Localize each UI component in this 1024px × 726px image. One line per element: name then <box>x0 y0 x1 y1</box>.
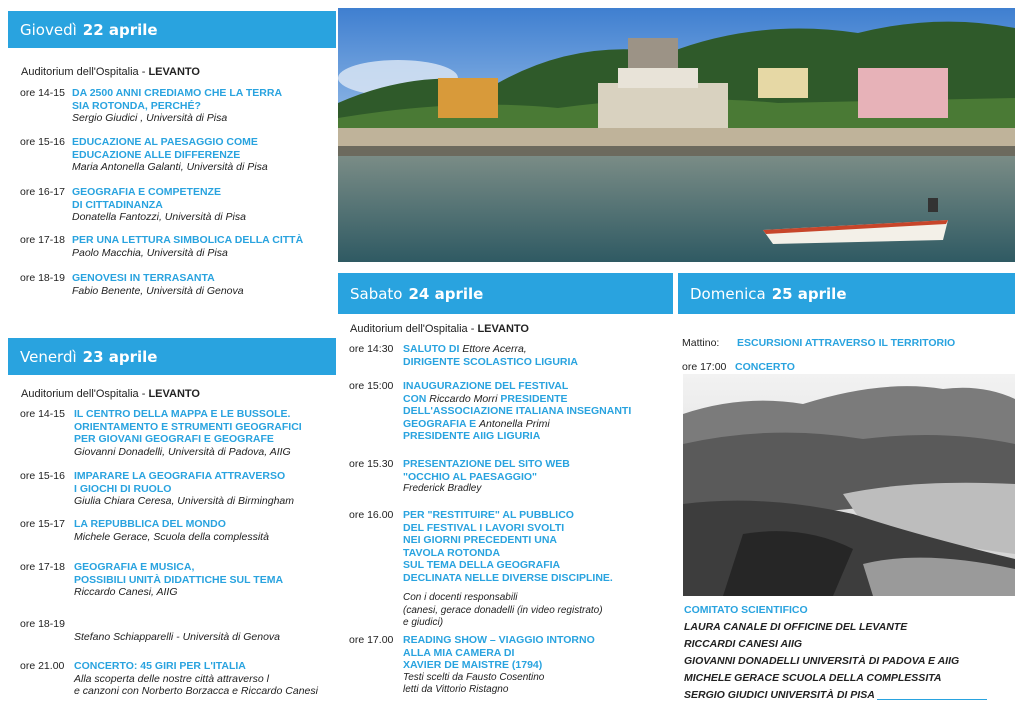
item-body <box>403 458 570 496</box>
time-label: ore 17.00 <box>349 634 394 646</box>
event-title: IL CENTRO DELLA MAPPA E LE BUSSOLE. ORIENTAMENTO E STRUMENTI GEOGRAFICI PER GIOVANI GEOGRAFI E GEOGRAFE <box>74 408 302 445</box>
event-title: CONCERTO <box>735 361 795 373</box>
item-body <box>737 337 955 350</box>
time-label: ore 15-16 <box>20 470 65 482</box>
event-title <box>403 380 631 443</box>
guest-name: Riccardo Morri <box>429 392 498 405</box>
title-part: DIRIGENTE SCOLASTICO LIGURIA <box>403 355 579 368</box>
event-title: LA REPUBBLICA DEL MONDO <box>74 518 226 530</box>
committee-member: SERGIO GIUDICI UNIVERSITÀ DI PISA <box>684 689 875 701</box>
time-label: ore 16.00 <box>349 509 394 521</box>
event-title <box>403 343 578 368</box>
speaker: Alla scoperta delle nostre città attraverso l e canzoni con Norberto Borzacca e Riccardo Canesi <box>74 672 318 697</box>
item-body <box>74 408 302 458</box>
title-part: PRESIDENTE DELL'ASSOCIAZIONE ITALIANA INSEGNANTI GEOGRAFIA E <box>403 392 632 430</box>
time-label: ore 14:30 <box>349 343 394 355</box>
committee-member: LAURA CANALE DI OFFICINE DEL LEVANTE <box>684 621 908 633</box>
item-body <box>72 136 268 174</box>
item-body <box>74 561 283 599</box>
event-title: GEOGRAFIA E MUSICA, POSSIBILI UNITÀ DIDATTICHE SUL TEMA <box>74 561 284 586</box>
scientific-committee <box>684 602 1019 704</box>
title-part: PRESIDENTE AIIG LIGURIA <box>403 430 541 442</box>
levanto-historic-photo <box>683 374 1015 596</box>
item-body <box>403 343 578 368</box>
committee-member: RICCARDI CANESI AIIG <box>684 638 803 650</box>
time-label: ore 17-18 <box>20 234 65 246</box>
venue-saturday <box>350 323 529 335</box>
title-part: READING SHOW – VIAGGIO INTORNO ALLA MIA CAMERA DI XAVIER DE MAISTRE (1794) <box>403 634 595 671</box>
time-label: ore 15:00 <box>349 380 394 392</box>
venue-thursday <box>21 66 200 78</box>
speaker: Testi scelti da Fausto Cosentino letti da Vittorio Ristagno <box>403 671 545 695</box>
item-body <box>74 518 269 543</box>
time-label: ore 18-19 <box>20 618 65 630</box>
speaker: Paolo Macchia, Università di Pisa <box>72 246 228 259</box>
venue-town: LEVANTO <box>148 388 200 400</box>
day-name: Venerdì <box>20 347 77 366</box>
time-label: ore 17:00 <box>682 361 727 373</box>
venue-name: Auditorium dell'Ospitalia - <box>350 323 478 335</box>
event-title: ESCURSIONI ATTRAVERSO IL TERRITORIO <box>737 337 956 349</box>
event-title <box>403 634 595 672</box>
day-name: Giovedì <box>20 20 77 39</box>
day-date: 25 aprile <box>771 284 847 303</box>
day-header-thursday <box>8 11 336 48</box>
event-title: CONCERTO: 45 GIRI PER L'ITALIA <box>74 660 246 672</box>
time-label: ore 14-15 <box>20 408 65 420</box>
committee-member: GIOVANNI DONADELLI UNIVERSITÀ DI PADOVA E AIIG <box>684 655 960 667</box>
time-label: ore 18-19 <box>20 272 65 284</box>
venue-name: Auditorium dell'Ospitalia - <box>21 66 149 78</box>
speaker: Fabio Benente, Università di Genova <box>72 284 244 297</box>
time-label: Mattino: <box>682 337 720 349</box>
speaker: Sergio Giudici , Università di Pisa <box>72 112 228 124</box>
item-body <box>74 470 294 508</box>
item-body <box>403 634 595 697</box>
event-title: DA 2500 ANNI CREDIAMO CHE LA TERRA SIA ROTONDA, PERCHÉ? <box>72 87 283 112</box>
day-header-saturday <box>338 273 673 314</box>
event-title: EDUCAZIONE AL PAESAGGIO COME EDUCAZIONE ALLE DIFFERENZE <box>72 136 258 161</box>
speaker: Giulia Chiara Ceresa, Università di Birmingham <box>74 495 294 507</box>
item-body <box>72 186 246 224</box>
speaker: Giovanni Donadelli, Università di Padova, AIIG <box>74 445 291 458</box>
divider <box>877 699 987 700</box>
guest-name: Ettore Acerra, <box>462 343 527 355</box>
time-label: ore 15.30 <box>349 458 394 470</box>
time-label: ore 16-17 <box>20 186 65 198</box>
item-body <box>735 361 795 374</box>
event-title: IMPARARE LA GEOGRAFIA ATTRAVERSO I GIOCHI DI RUOLO <box>74 470 286 495</box>
title-part: PRESENTAZIONE DEL SITO WEB "OCCHIO AL PAESAGGIO" <box>403 458 570 483</box>
speaker: Frederick Bradley <box>403 483 482 494</box>
day-date: 22 aprile <box>82 20 158 39</box>
speaker: Donatella Fantozzi, Università di Pisa <box>72 211 246 223</box>
time-label: ore 14-15 <box>20 87 65 99</box>
event-title: PER UNA LETTURA SIMBOLICA DELLA CITTÀ <box>72 234 304 246</box>
time-label: ore 21.00 <box>20 660 65 672</box>
event-title <box>403 509 613 584</box>
day-date: 23 aprile <box>82 347 158 366</box>
committee-member: MICHELE GERACE SCUOLA DELLA COMPLESSITA <box>684 672 942 684</box>
day-header-sunday <box>678 273 1015 314</box>
speaker: Riccardo Canesi, AIIG <box>74 586 178 598</box>
time-label: ore 15-17 <box>20 518 65 530</box>
guest-name: Antonella Primi <box>479 417 550 430</box>
item-body <box>72 234 303 259</box>
speaker: Maria Antonella Galanti, Università di Pisa <box>72 161 268 173</box>
speaker: Stefano Schiapparelli - Università di Genova <box>74 631 281 643</box>
venue-town: LEVANTO <box>148 66 200 78</box>
item-body <box>403 380 631 443</box>
item-body <box>72 272 244 297</box>
venue-name: Auditorium dell'Ospitalia - <box>21 388 149 400</box>
event-title: GENOVESI IN TERRASANTA <box>72 272 215 284</box>
speaker: Michele Gerace, Scuola della complessità <box>74 530 269 543</box>
time-label: ore 17-18 <box>20 561 65 573</box>
day-date: 24 aprile <box>408 284 484 303</box>
event-title: GEOGRAFIA E COMPETENZE DI CITTADINANZA <box>72 186 221 211</box>
title-part: SALUTO DI <box>403 343 463 355</box>
time-label: ore 15-16 <box>20 136 65 148</box>
day-name: Domenica <box>690 284 766 303</box>
levanto-bay-photo <box>338 8 1015 262</box>
venue-town: LEVANTO <box>477 323 529 335</box>
title-part: INAUGURAZIONE DEL FESTIVAL CON <box>403 380 569 405</box>
day-header-friday <box>8 338 336 375</box>
speaker: Con i docenti responsabili (canesi, gerace donadelli (in video registrato) e giudici) <box>403 592 603 628</box>
event-title <box>403 458 570 483</box>
item-body <box>403 509 613 630</box>
title-part: PER "RESTITUIRE" AL PUBBLICO DEL FESTIVAL I LAVORI SVOLTI NEI GIORNI PRECEDENTI UNA TAVOLA ROTONDA SUL TEMA DELLA GEOGRAFIA DECLINATA NELLE DIVERSE DISCIPLINE. <box>403 509 613 584</box>
venue-friday <box>21 388 200 400</box>
day-name: Sabato <box>350 284 403 303</box>
committee-heading: COMITATO SCIENTIFICO <box>684 604 808 616</box>
item-body <box>74 618 280 644</box>
item-body <box>74 660 318 698</box>
item-body <box>72 87 282 125</box>
